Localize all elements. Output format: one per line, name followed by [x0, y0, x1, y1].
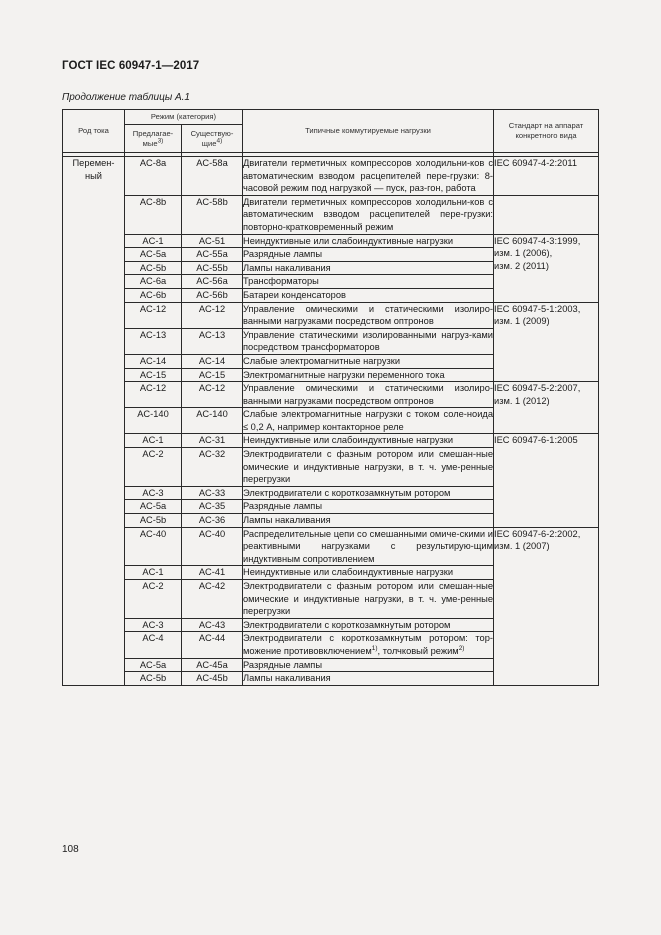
standard-cell: IEC 60947-4-3:1999, изм. 1 (2006), изм. 2 (2011) [494, 234, 599, 302]
load-description: Электродвигатели с короткозамкнутым ротором: тор-можение противовключением$^{1)}$, толчковый режим$^{2)}$ [243, 632, 494, 658]
table-row [63, 382, 599, 408]
load-description: Неиндуктивные или слабоиндуктивные нагрузки [243, 234, 494, 248]
load-description: Разрядные лампы [243, 658, 494, 672]
proposed-mode: AC-140 [125, 408, 182, 434]
existing-mode: AC-140 [182, 408, 243, 434]
load-description: Двигатели герметичных компрессоров холодильни-ков с автоматическим взводом расцепителей пере-грузки: повторно-кратковременный режим [243, 195, 494, 234]
existing-mode: AC-41 [182, 566, 243, 580]
existing-mode: AC-35 [182, 500, 243, 514]
existing-mode: AC-14 [182, 354, 243, 368]
proposed-mode: AC-13 [125, 328, 182, 354]
existing-mode: AC-42 [182, 580, 243, 619]
existing-mode: AC-15 [182, 368, 243, 382]
standard-cell: IEC 60947-5-1:2003, изм. 1 (2009) [494, 302, 599, 382]
table-caption: Продолжение таблицы А.1 [62, 92, 190, 103]
header-loads: Типичные коммутируемые нагрузки [243, 110, 494, 153]
proposed-mode: AC-5a [125, 500, 182, 514]
table-row [63, 434, 599, 448]
proposed-mode: AC-14 [125, 354, 182, 368]
header-proposed: Предлагае-мые$^{3)}$ [125, 125, 182, 153]
existing-mode: AC-51 [182, 234, 243, 248]
proposed-mode: AC-40 [125, 527, 182, 566]
load-description: Управление омическими и статическими изолиро-ванными нагрузками посредством оптронов [243, 302, 494, 328]
table-row [63, 195, 599, 234]
load-description: Лампы накаливания [243, 261, 494, 275]
existing-mode: AC-55b [182, 261, 243, 275]
existing-mode: AC-58a [182, 157, 243, 196]
current-type-cell: Перемен- ный [63, 157, 125, 686]
load-description: Неиндуктивные или слабоиндуктивные нагрузки [243, 566, 494, 580]
existing-mode: AC-58b [182, 195, 243, 234]
existing-mode: AC-36 [182, 514, 243, 528]
proposed-mode: AC-5a [125, 248, 182, 262]
proposed-mode: AC-1 [125, 234, 182, 248]
proposed-mode: AC-4 [125, 632, 182, 658]
table-row [63, 157, 599, 196]
document-title: ГОСТ IEC 60947-1—2017 [62, 60, 200, 72]
existing-mode: AC-56b [182, 288, 243, 302]
load-description: Слабые электромагнитные нагрузки [243, 354, 494, 368]
load-description: Распределительные цепи со смешанными омиче-скими и реактивными нагрузками с результирую-щим индуктивным сопротивлением [243, 527, 494, 566]
proposed-mode: AC-8a [125, 157, 182, 196]
standard-cell: IEC 60947-6-1:2005 [494, 434, 599, 527]
load-description: Батареи конденсаторов [243, 288, 494, 302]
proposed-mode: AC-2 [125, 580, 182, 619]
proposed-mode: AC-5b [125, 514, 182, 528]
proposed-mode: AC-5b [125, 261, 182, 275]
table-row [63, 234, 599, 248]
header-current-type: Род тока [63, 110, 125, 153]
existing-mode: AC-32 [182, 448, 243, 487]
proposed-mode: AC-6b [125, 288, 182, 302]
load-description: Лампы накаливания [243, 672, 494, 686]
load-description: Разрядные лампы [243, 248, 494, 262]
existing-mode: AC-12 [182, 302, 243, 328]
load-description: Управление статическими изолированными нагруз-ками посредством трансформаторов [243, 328, 494, 354]
proposed-mode: AC-12 [125, 302, 182, 328]
proposed-mode: AC-3 [125, 618, 182, 632]
existing-mode: AC-44 [182, 632, 243, 658]
proposed-mode: AC-5a [125, 658, 182, 672]
categories-table [62, 109, 599, 686]
standard-cell: IEC 60947-6-2:2002, изм. 1 (2007) [494, 527, 599, 685]
load-description: Разрядные лампы [243, 500, 494, 514]
header-existing: Существую-щие$^{4)}$ [182, 125, 243, 153]
load-description: Лампы накаливания [243, 514, 494, 528]
standard-cell-empty [494, 195, 599, 234]
page-number: 108 [62, 844, 79, 855]
proposed-mode: AC-6a [125, 275, 182, 289]
load-description: Электродвигатели с фазным ротором или смешан-ные омические и индуктивные нагрузки, в т. ч. уме-ренные перегрузки [243, 448, 494, 487]
proposed-mode: AC-1 [125, 434, 182, 448]
load-description: Управление омическими и статическими изолиро-ванными нагрузками посредством оптронов [243, 382, 494, 408]
load-description: Электродвигатели с фазным ротором или смешан-ные омические и индуктивные нагрузки, в т. ч. уме-ренные перегрузки [243, 580, 494, 619]
proposed-mode: AC-3 [125, 486, 182, 500]
existing-mode: AC-45a [182, 658, 243, 672]
existing-mode: AC-31 [182, 434, 243, 448]
proposed-mode: AC-1 [125, 566, 182, 580]
proposed-mode: AC-15 [125, 368, 182, 382]
load-description: Электродвигатели с короткозамкнутым ротором [243, 486, 494, 500]
load-description: Электромагнитные нагрузки переменного тока [243, 368, 494, 382]
proposed-mode: AC-5b [125, 672, 182, 686]
existing-mode: AC-33 [182, 486, 243, 500]
standard-cell: IEC 60947-4-2:2011 [494, 157, 599, 196]
existing-mode: AC-13 [182, 328, 243, 354]
load-description: Неиндуктивные или слабоиндуктивные нагрузки [243, 434, 494, 448]
existing-mode: AC-56a [182, 275, 243, 289]
load-description: Трансформаторы [243, 275, 494, 289]
proposed-mode: AC-8b [125, 195, 182, 234]
existing-mode: AC-12 [182, 382, 243, 408]
table-row [63, 302, 599, 328]
existing-mode: AC-45b [182, 672, 243, 686]
header-standard: Стандарт на аппарат конкретного вида [494, 110, 599, 153]
load-description: Слабые электромагнитные нагрузки с током соле-ноида ≤ 0,2 А, например контакторное реле [243, 408, 494, 434]
proposed-mode: AC-2 [125, 448, 182, 487]
existing-mode: AC-55a [182, 248, 243, 262]
table-row [63, 527, 599, 566]
header-mode: Режим (категория) [125, 110, 243, 125]
proposed-mode: AC-12 [125, 382, 182, 408]
load-description: Двигатели герметичных компрессоров холодильни-ков с автоматическим взводом расцепителей пере-грузки: 8-часовой режим под нагрузкой — пуск, раз-гон, работа [243, 157, 494, 196]
load-description: Электродвигатели с короткозамкнутым ротором [243, 618, 494, 632]
existing-mode: AC-40 [182, 527, 243, 566]
standard-cell: IEC 60947-5-2:2007, изм. 1 (2012) [494, 382, 599, 434]
existing-mode: AC-43 [182, 618, 243, 632]
